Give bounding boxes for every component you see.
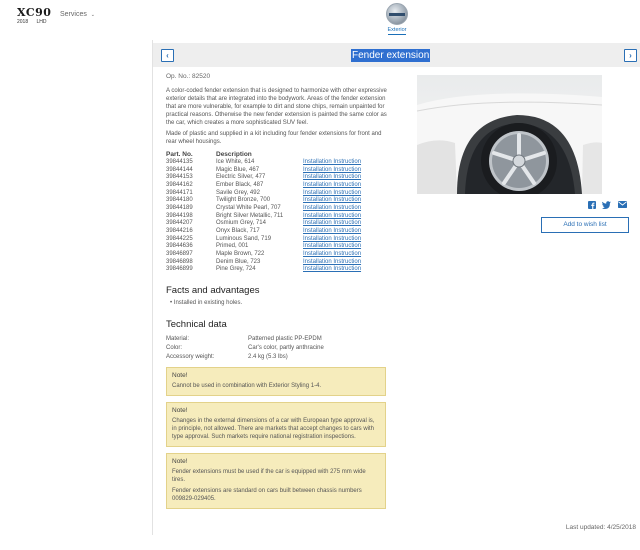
table-row: [166, 196, 391, 204]
last-updated: Last updated: 4/25/2018: [565, 524, 636, 531]
part-description: Crystal White Pearl, 707: [216, 204, 281, 211]
previous-button[interactable]: ‹: [161, 49, 174, 62]
note-text: Fender extensions are standard on cars built between chassis numbers 009829-029405.: [172, 488, 362, 503]
table-row: [166, 166, 391, 174]
parts-table: [166, 150, 391, 273]
page-title: Fender extension: [352, 50, 430, 61]
note-text: Cannot be used in combination with Exterior Styling 1-4.: [172, 383, 322, 390]
table-row: [166, 158, 391, 166]
technical-heading: Technical data: [166, 319, 227, 331]
part-number: 39844171: [166, 189, 193, 196]
mail-icon: [618, 201, 627, 208]
part-description: Savile Grey, 492: [216, 189, 260, 196]
facebook-share[interactable]: [588, 201, 596, 209]
twitter-share[interactable]: [602, 201, 611, 209]
part-number: 39846897: [166, 251, 193, 258]
model-meta: [17, 19, 47, 25]
column-header-description: Description: [216, 150, 252, 158]
part-description: Onyx Black, 717: [216, 228, 260, 235]
table-row: [166, 258, 391, 266]
part-number: 39844135: [166, 158, 193, 165]
installation-instruction-link[interactable]: Installation Instruction: [303, 251, 362, 258]
tech-key: Accessory weight:: [166, 353, 215, 360]
model-year: 2018: [17, 19, 29, 25]
part-number: 39844636: [166, 243, 193, 250]
add-to-wish-list-button[interactable]: Add to wish list: [541, 217, 629, 233]
column-header-part-no: Part. No.: [166, 150, 193, 158]
mail-share[interactable]: [618, 201, 627, 209]
part-description: Bright Silver Metallic, 711: [216, 212, 284, 219]
title-bar: [153, 43, 640, 67]
table-row: [166, 343, 324, 352]
tech-key: Material:: [166, 335, 190, 342]
table-row: [166, 243, 391, 251]
description-paragraph: Made of plastic and supplied in a kit including four fender extensions for front and rear wheel housings.: [166, 131, 382, 145]
facts-heading: Facts and advantages: [166, 285, 260, 297]
note-text: Fender extensions must be used if the car is equipped with 275 mm wide tires.: [172, 469, 366, 484]
part-number: 39846899: [166, 266, 193, 273]
part-description: Osmium Grey, 714: [216, 220, 266, 227]
part-number: 39846898: [166, 258, 193, 265]
exterior-nav[interactable]: [383, 3, 411, 35]
services-menu[interactable]: [60, 11, 95, 18]
description-paragraph: A color-coded fender extension that is designed to harmonize with other expressive exterior details that are integrated into the bodywork. Areas of the fender extension that are more vulnerable, for example to dirt and stone chips, remain unpainted for practical reasons. Otherwise the new fender extension is painted the same color as the car, which creates a more sophisticated SUV feel.: [166, 88, 387, 126]
table-row: [166, 181, 391, 189]
tech-value: Car's color, partly anthracine: [248, 344, 324, 351]
note-text: Changes in the external dimensions of a car with European type approval is, in principle, not allowed. There are markets that accept changes to cars with type approval. Such markets require national registration inspections.: [172, 418, 375, 441]
table-row: [166, 266, 391, 274]
part-number: 39844198: [166, 212, 193, 219]
exterior-nav-label: Exterior: [387, 27, 407, 33]
installation-instruction-link[interactable]: Installation Instruction: [303, 181, 362, 188]
note-box: [166, 402, 386, 447]
part-number: 39844144: [166, 166, 193, 173]
part-description: Twilight Bronze, 700: [216, 197, 271, 204]
installation-instruction-link[interactable]: Installation Instruction: [303, 189, 362, 196]
note-box: [166, 453, 386, 509]
active-underline: [388, 34, 406, 35]
tech-value: 2.4 kg (5.3 lbs): [248, 353, 288, 360]
part-description: Magic Blue, 467: [216, 166, 260, 173]
model-name: XC90: [17, 6, 52, 19]
product-image: [417, 75, 602, 194]
part-description: Primed, 001: [216, 243, 249, 250]
note-title: Note!: [172, 407, 188, 415]
part-number: 39844180: [166, 197, 193, 204]
twitter-icon: [602, 201, 611, 209]
top-bar: [0, 0, 640, 40]
installation-instruction-link[interactable]: Installation Instruction: [303, 220, 362, 227]
note-box: [166, 367, 386, 396]
note-title: Note!: [172, 372, 188, 380]
part-number: 39844225: [166, 235, 193, 242]
next-button[interactable]: ›: [624, 49, 637, 62]
op-number: Op. No.: 82520: [166, 73, 211, 80]
installation-instruction-link[interactable]: Installation Instruction: [303, 166, 362, 173]
table-row: [166, 352, 324, 361]
technical-table: [166, 334, 324, 361]
table-row: [166, 189, 391, 197]
table-row: [166, 204, 391, 212]
table-row: [166, 250, 391, 258]
table-row: [166, 220, 391, 228]
tech-key: Color:: [166, 344, 183, 351]
part-description: Pine Grey, 724: [216, 266, 256, 273]
note-title: Note!: [172, 458, 188, 466]
part-number: 39844189: [166, 204, 193, 211]
volvo-logo: [386, 3, 408, 25]
tech-value: Patterned plastic PP-EPDM: [248, 335, 322, 342]
table-row: [166, 227, 391, 235]
table-row: [166, 334, 324, 343]
fact-item: • Installed in existing holes.: [170, 300, 243, 307]
accessory-panel: [152, 40, 640, 535]
chevron-down-icon: ⌄: [90, 12, 95, 18]
table-row: [166, 212, 391, 220]
installation-instruction-link[interactable]: Installation Instruction: [303, 158, 362, 165]
part-description: Ice White, 614: [216, 158, 255, 165]
installation-instruction-link[interactable]: Installation Instruction: [303, 243, 362, 250]
fact-text: Installed in existing holes.: [173, 300, 243, 307]
installation-instruction-link[interactable]: Installation Instruction: [303, 235, 362, 242]
installation-instruction-link[interactable]: Installation Instruction: [303, 204, 362, 211]
installation-instruction-link[interactable]: Installation Instruction: [303, 174, 362, 181]
services-label: Services: [60, 11, 87, 18]
table-row: [166, 173, 391, 181]
installation-instruction-link[interactable]: Installation Instruction: [303, 197, 362, 204]
facebook-icon: [588, 201, 596, 209]
installation-instruction-link[interactable]: Installation Instruction: [303, 266, 362, 273]
installation-instruction-link[interactable]: Installation Instruction: [303, 228, 362, 235]
table-row: [166, 235, 391, 243]
part-number: 39844153: [166, 174, 193, 181]
part-number: 39844216: [166, 228, 193, 235]
part-description: Ember Black, 487: [216, 181, 264, 188]
content-column: [166, 73, 391, 509]
model-drive: LHD: [36, 19, 47, 25]
part-description: Denim Blue, 723: [216, 258, 261, 265]
car-wheel-illustration: [417, 75, 602, 194]
part-description: Electric Silver, 477: [216, 174, 266, 181]
installation-instruction-link[interactable]: Installation Instruction: [303, 258, 362, 265]
part-number: 39844207: [166, 220, 193, 227]
part-description: Maple Brown, 722: [216, 251, 265, 258]
part-description: Luminous Sand, 719: [216, 235, 272, 242]
part-number: 39844162: [166, 181, 193, 188]
installation-instruction-link[interactable]: Installation Instruction: [303, 212, 362, 219]
